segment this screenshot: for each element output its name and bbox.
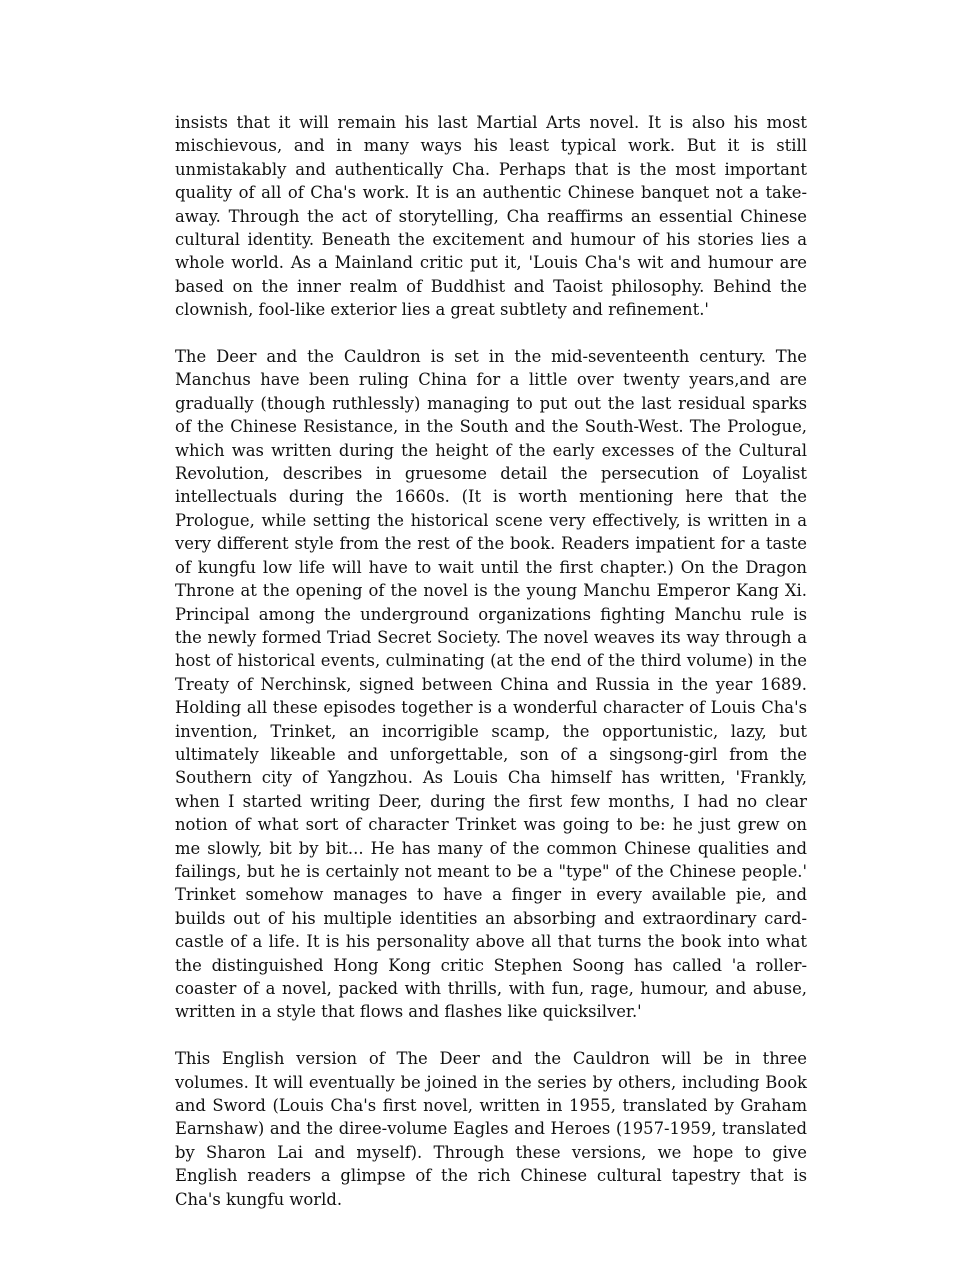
paragraph-1: insists that it will remain his last Martial Arts novel. It is also his most mischievous, and in many ways his least typical work. But it is still unmistakably and authentically Cha. Perhaps that is the most important quality of all of Cha's work. It is an authentic Chinese banquet not a take-away. Through the act of storytelling, Cha reaffirms an essential Chinese cultural identity. Beneath the excitement and humour of his stories lies a whole world. As a Mainland critic put it, 'Louis Cha's wit and humour are based on the inner realm of Buddhist and Taoist philosophy. Behind the clownish, fool-like exterior lies a great subtlety and refinement.' [175, 113, 807, 320]
body-text [175, 111, 807, 1211]
paragraph-3: This English version of The Deer and the Cauldron will be in three volumes. It will eventually be joined in the series by others, including Book and Sword (Louis Cha's first novel, written in 1955, translated by Graham Earnshaw) and the diree-volume Eagles and Heroes (1957-1959, translated by Sharon Lai and myself). Through these versions, we hope to give English readers a glimpse of the rich Chinese cultural tapestry that is Cha's kungfu world. [175, 1049, 807, 1209]
paragraph-2: The Deer and the Cauldron is set in the mid-seventeenth century. The Manchus have been ruling China for a little over twenty years,and are gradually (though ruthlessly) managing to put out the last residual sparks of the Chinese Resistance, in the South and the South-West. The Prologue, which was written during the height of the early excesses of the Cultural Revolution, describes in gruesome detail the persecution of Loyalist intellectuals during the 1660s. (It is worth mentioning here that the Prologue, while setting the historical scene very effectively, is written in a very different style from the rest of the book. Readers impatient for a taste of kungfu low life will have to wait until the first chapter.) On the Dragon Throne at the opening of the novel is the young Manchu Emperor Kang Xi. Principal among the underground organizations fighting Manchu rule is the newly formed Triad Secret Society. The novel weaves its way through a host of historical events, culminating (at the end of the third volume) in the Treaty of Nerchinsk, signed between China and Russia in the year 1689. Holding all these episodes together is a wonderful character of Louis Cha's invention, Trinket, an incorrigible scamp, the opportunistic, lazy, but ultimately likeable and unforgettable, son of a singsong-girl from the Southern city of Yangzhou. As Louis Cha himself has written, 'Frankly, when I started writing Deer, during the first few months, I had no clear notion of what sort of character Trinket was going to be: he just grew on me slowly, bit by bit... He has many of the common Chinese qualities and failings, but he is certainly not meant to be a "type" of the Chinese people.' Trinket somehow manages to have a finger in every available pie, and builds out of his multiple identities an absorbing and extraordinary card-castle of a life. It is his personality above all that turns the book into what the distinguished Hong Kong critic Stephen Soong has called 'a roller-coaster of a novel, packed with thrills, with fun, rage, humour, and abuse, written in a style that flows and flashes like quicksilver.' [175, 347, 807, 1022]
